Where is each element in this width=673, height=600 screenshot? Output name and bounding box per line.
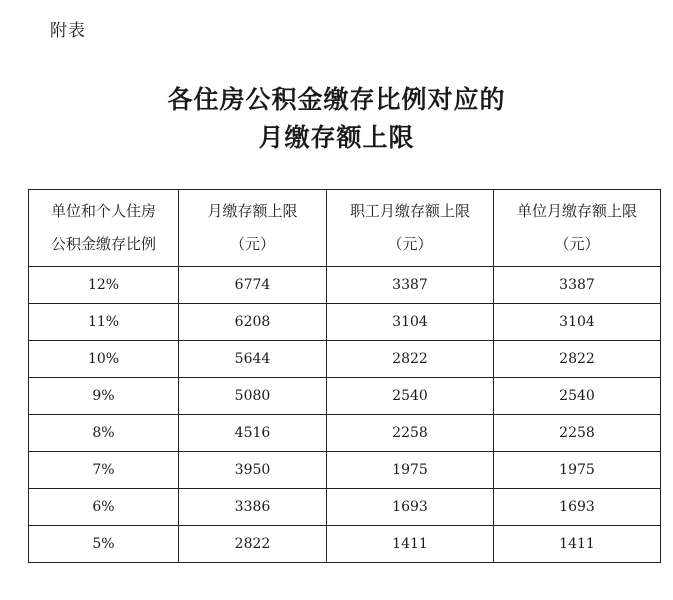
cell-employer-limit: 2540 [494, 378, 661, 415]
cell-employee-limit: 1975 [327, 452, 494, 489]
header-line: 单位月缴存额上限 [516, 202, 637, 220]
cell-employer-limit: 1975 [494, 452, 661, 489]
cell-monthly-limit: 4516 [179, 415, 327, 452]
cell-monthly-limit: 5644 [179, 341, 327, 378]
header-unit: （元） [387, 235, 433, 253]
header-employer-limit [494, 190, 661, 267]
cell-employer-limit: 3104 [494, 304, 661, 341]
cell-ratio: 10% [29, 341, 179, 378]
table-row [29, 378, 661, 415]
cell-ratio: 12% [29, 267, 179, 304]
table-row [29, 267, 661, 304]
cell-monthly-limit: 2822 [179, 526, 327, 563]
cell-ratio: 9% [29, 378, 179, 415]
header-unit: （元） [554, 235, 600, 253]
header-unit: （元） [229, 235, 275, 253]
cell-employee-limit: 2540 [327, 378, 494, 415]
cell-ratio: 5% [29, 526, 179, 563]
header-line: 单位和个人住房 [50, 202, 156, 220]
cell-employee-limit: 3387 [327, 267, 494, 304]
cell-employer-limit: 3387 [494, 267, 661, 304]
header-employee-limit [327, 190, 494, 267]
table-row [29, 341, 661, 378]
header-monthly-limit [179, 190, 327, 267]
table-row [29, 452, 661, 489]
table-row [29, 526, 661, 563]
header-contribution-ratio [29, 190, 179, 267]
cell-monthly-limit: 3950 [179, 452, 327, 489]
cell-ratio: 11% [29, 304, 179, 341]
cell-employee-limit: 2822 [327, 341, 494, 378]
document-title-line-1: 各住房公积金缴存比例对应的 [167, 85, 506, 114]
header-line: 公积金缴存比例 [50, 235, 156, 253]
cell-monthly-limit: 3386 [179, 489, 327, 526]
cell-monthly-limit: 6208 [179, 304, 327, 341]
table-row [29, 415, 661, 452]
contribution-limit-table [28, 189, 661, 563]
cell-ratio: 6% [29, 489, 179, 526]
cell-employee-limit: 2258 [327, 415, 494, 452]
header-line: 月缴存额上限 [207, 202, 298, 220]
cell-employee-limit: 3104 [327, 304, 494, 341]
cell-monthly-limit: 6774 [179, 267, 327, 304]
annex-label: 附表 [50, 21, 86, 41]
cell-employer-limit: 2822 [494, 341, 661, 378]
cell-employer-limit: 2258 [494, 415, 661, 452]
table-row [29, 489, 661, 526]
cell-employee-limit: 1693 [327, 489, 494, 526]
cell-monthly-limit: 5080 [179, 378, 327, 415]
cell-employer-limit: 1693 [494, 489, 661, 526]
document-title-line-2: 月缴存额上限 [258, 123, 415, 152]
header-line: 职工月缴存额上限 [349, 202, 470, 220]
table-header-row [29, 190, 661, 267]
table-row [29, 304, 661, 341]
cell-employee-limit: 1411 [327, 526, 494, 563]
cell-ratio: 8% [29, 415, 179, 452]
cell-employer-limit: 1411 [494, 526, 661, 563]
cell-ratio: 7% [29, 452, 179, 489]
